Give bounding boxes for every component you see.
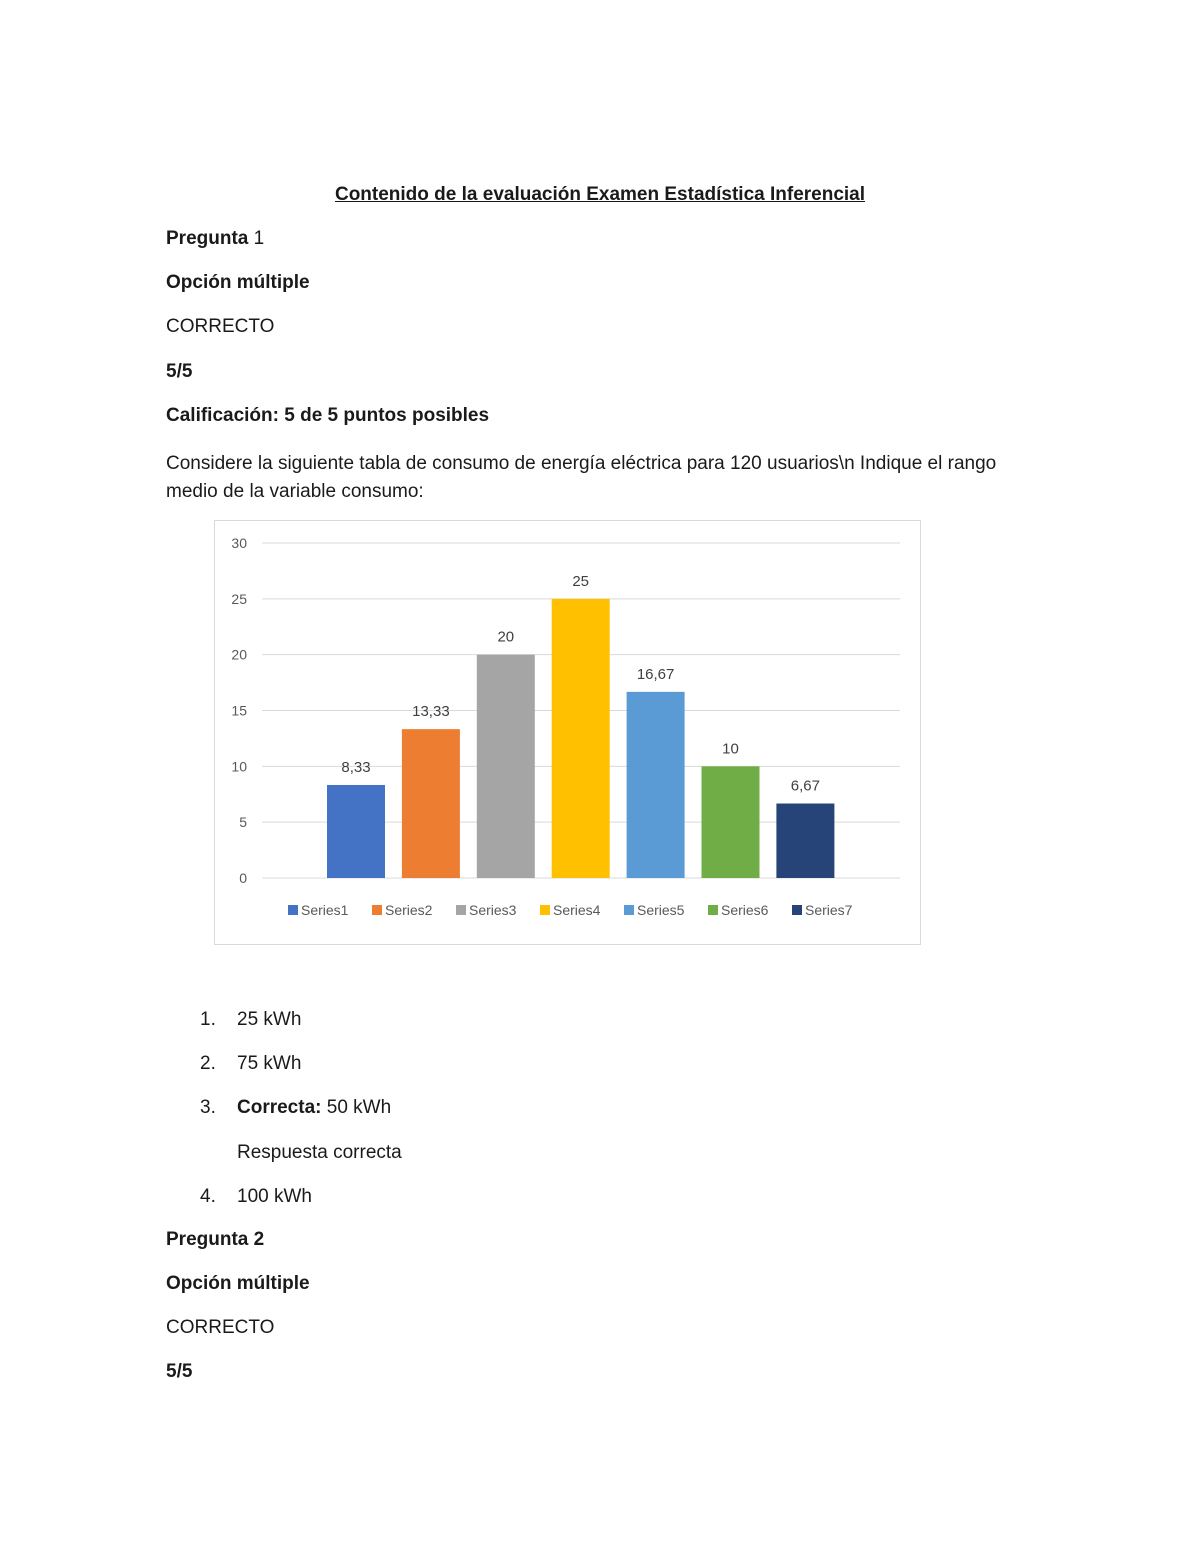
option-1-text: 25 kWh — [237, 1009, 302, 1030]
option-1[interactable] — [200, 1009, 301, 1031]
bar-series1 — [327, 785, 385, 878]
option-4-text: 100 kWh — [237, 1186, 312, 1207]
legend-label: Series1 — [301, 902, 349, 918]
legend-label: Series2 — [385, 902, 433, 918]
y-tick-label: 5 — [239, 814, 247, 831]
data-label: 16,67 — [636, 665, 675, 683]
consumption-bar-chart — [214, 520, 921, 945]
question1-heading-label: Pregunta — [166, 228, 249, 249]
option-3[interactable] — [200, 1097, 391, 1119]
question1-type: Opción múltiple — [166, 272, 310, 293]
legend-swatch — [372, 905, 382, 915]
question2-score: 5/5 — [166, 1361, 193, 1382]
y-tick-label: 0 — [239, 870, 247, 886]
question1-grade: Calificación: 5 de 5 puntos posibles — [166, 405, 490, 426]
option-3-text: 50 kWh — [321, 1097, 392, 1118]
y-tick-label: 10 — [231, 758, 247, 775]
y-tick-label: 25 — [231, 590, 247, 607]
option-3-correct-label: Correcta: — [237, 1097, 322, 1118]
legend-swatch — [792, 905, 802, 915]
option-4[interactable] — [200, 1186, 312, 1208]
option-2[interactable] — [200, 1053, 301, 1075]
y-tick-label: 15 — [231, 702, 247, 719]
legend-label: Series6 — [721, 902, 769, 918]
data-label: 13,33 — [412, 703, 450, 721]
option-2-number: 2. — [200, 1053, 216, 1074]
legend-swatch — [456, 905, 466, 915]
question2-type: Opción múltiple — [166, 1273, 310, 1294]
legend-swatch — [708, 905, 718, 915]
data-label: 6,67 — [790, 777, 821, 795]
question1-heading — [166, 228, 264, 250]
option-3-feedback: Respuesta correcta — [237, 1142, 402, 1163]
bar-series3 — [477, 655, 535, 878]
bar-series7 — [776, 804, 834, 878]
legend-label: Series7 — [805, 902, 853, 918]
chart-svg — [215, 521, 920, 944]
legend-label: Series5 — [637, 902, 685, 918]
legend-swatch — [540, 905, 550, 915]
legend-label: Series4 — [553, 902, 601, 918]
data-label: 20 — [497, 628, 515, 646]
question2-heading: Pregunta 2 — [166, 1229, 265, 1250]
bar-series6 — [702, 766, 760, 878]
option-4-number: 4. — [200, 1186, 216, 1207]
legend-label: Series3 — [469, 902, 517, 918]
y-tick-label: 20 — [231, 646, 247, 663]
question1-heading-number: 1 — [253, 228, 265, 249]
legend-swatch — [288, 905, 298, 915]
option-3-number: 3. — [200, 1097, 216, 1118]
legend-swatch — [624, 905, 634, 915]
bar-series2 — [402, 729, 460, 878]
question1-prompt: Considere la siguiente tabla de consumo de energía eléctrica para 120 usuarios\n Indique el rango medio de la variable consumo: — [166, 453, 997, 502]
question1-score: 5/5 — [166, 361, 193, 382]
data-label: 10 — [722, 740, 739, 758]
data-label: 25 — [572, 572, 590, 590]
question1-status: CORRECTO — [166, 316, 275, 337]
bar-series4 — [552, 599, 610, 878]
document-title: Contenido de la evaluación Examen Estadística Inferencial — [334, 184, 866, 205]
question2-status: CORRECTO — [166, 1317, 275, 1338]
option-2-text: 75 kWh — [237, 1053, 302, 1074]
data-label: 8,33 — [341, 758, 371, 776]
bar-series5 — [627, 692, 685, 878]
y-tick-label: 30 — [231, 535, 247, 551]
option-1-number: 1. — [200, 1009, 216, 1030]
